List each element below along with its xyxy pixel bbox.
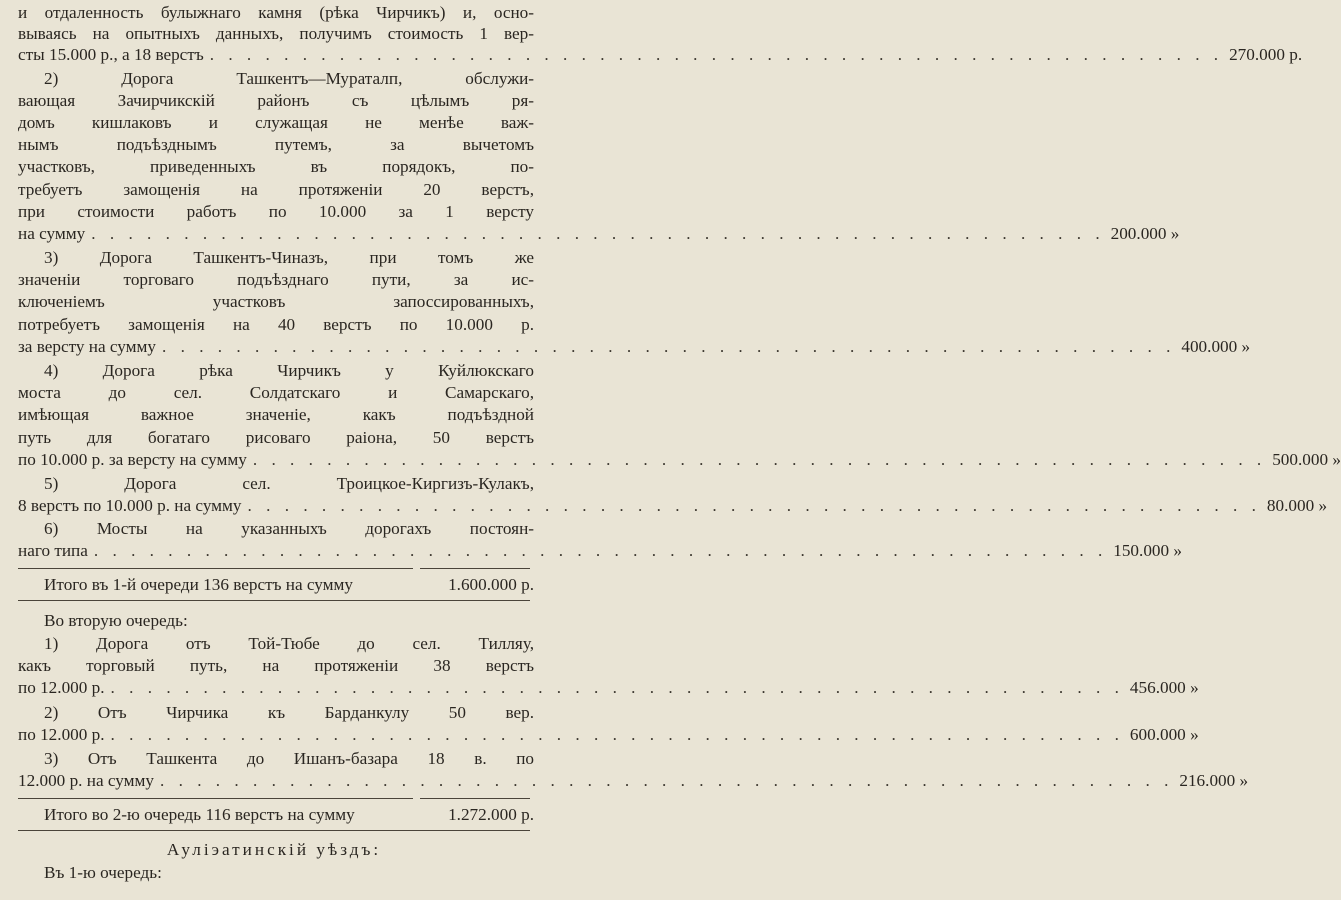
line-text: Во вторую очередь:	[44, 611, 188, 630]
text-line	[18, 2, 534, 24]
line-text: значеніи торговаго подъѣзднаго пути, за ис-	[18, 270, 534, 289]
text-line	[18, 291, 534, 313]
text-line	[18, 610, 534, 632]
line-text: Итого въ 1-й очереди 136 верстъ на сумму	[44, 575, 354, 594]
line-text: Въ 1-ю очередь:	[44, 863, 162, 882]
dot-leader	[105, 724, 1130, 746]
text-line	[18, 633, 534, 655]
text-line	[18, 23, 534, 45]
total-rule-right	[420, 568, 530, 569]
line-text: по 10.000 р. за версту на сумму	[18, 450, 247, 469]
total-rule-left	[18, 798, 413, 799]
text-line	[18, 44, 1303, 66]
text-line	[18, 655, 534, 677]
total-rule-left	[18, 568, 413, 569]
line-text: 6) Мосты на указанныхъ дорогахъ постоян-	[44, 519, 534, 538]
text-line	[18, 518, 534, 540]
dot-leader	[154, 770, 1179, 792]
line-text: и отдаленность булыжнаго камня (рѣка Чирчикъ) и, осно-	[18, 3, 534, 22]
line-text: вываясь на опытныхъ данныхъ, получимъ стоимость 1 вер-	[18, 24, 534, 43]
text-line	[18, 201, 534, 223]
line-text: 3) Дорога Ташкентъ-Чиназъ, при томъ же	[44, 248, 534, 267]
line-text: имѣющая важное значеніе, какъ подъѣздной	[18, 405, 534, 424]
text-line	[18, 677, 1199, 699]
dot-leader	[204, 44, 1229, 66]
text-line	[18, 247, 534, 269]
line-text: на сумму	[18, 224, 86, 243]
text-line	[18, 156, 534, 178]
amount-value: 1.600.000 р.	[448, 575, 534, 594]
dot-leader	[247, 449, 1272, 471]
line-text: по 12.000 р.	[18, 678, 105, 697]
total-rule-bottom	[18, 830, 530, 831]
text-line	[18, 223, 1180, 245]
text-line	[18, 404, 534, 426]
amount-value: 150.000 »	[1113, 541, 1182, 560]
amount-value: 270.000 р.	[1229, 45, 1303, 64]
text-line	[18, 804, 534, 826]
text-line	[18, 269, 534, 291]
amount-value: 216.000 »	[1179, 771, 1249, 790]
line-text: участковъ, приведенныхъ въ порядокъ, по-	[18, 157, 534, 176]
line-text: за версту на сумму	[18, 337, 156, 356]
line-text: по 12.000 р.	[18, 725, 105, 744]
total-rule-bottom	[18, 600, 530, 601]
dot-leader	[105, 677, 1130, 699]
amount-value: 1.272.000 р.	[448, 805, 534, 824]
dot-leader	[156, 336, 1181, 358]
line-text: 5) Дорога сел. Троицкое-Киргизъ-Кулакъ,	[44, 474, 534, 493]
line-text: 2) Дорога Ташкентъ—Мураталп, обслужи-	[44, 69, 534, 88]
dot-leader	[88, 540, 1113, 562]
line-text: вающая Зачирчикскій районъ съ цѣлымъ ря-	[18, 91, 534, 110]
line-text: 4) Дорога рѣка Чирчикъ у Куйлюкскаго	[44, 361, 534, 380]
amount-value: 600.000 »	[1129, 725, 1199, 744]
text-line	[18, 314, 534, 336]
dot-leader	[242, 495, 1267, 517]
text-line	[18, 179, 534, 201]
dot-leader	[85, 223, 1110, 245]
line-text: 12.000 р. на сумму	[18, 771, 154, 790]
text-line	[18, 134, 534, 156]
line-text: какъ торговый путь, на протяженіи 38 верстъ	[18, 656, 534, 675]
section-heading: Ауліэатинскій уѣздъ:	[166, 840, 382, 859]
text-line	[18, 90, 534, 112]
amount-value: 500.000 »	[1272, 450, 1341, 469]
text-line	[18, 382, 534, 404]
line-text: ключеніемъ участковъ запоссированныхъ,	[18, 292, 534, 311]
line-text: 3) Отъ Ташкента до Ишанъ-базара 18 в. по	[44, 749, 534, 768]
amount-value: 456.000 »	[1129, 678, 1199, 697]
line-text: 8 верстъ по 10.000 р. на сумму	[18, 496, 242, 515]
text-line	[18, 495, 1328, 517]
amount-value: 80.000 »	[1266, 496, 1328, 515]
text-line	[18, 68, 534, 90]
line-text: путь для богатаго рисоваго раіона, 50 верстъ	[18, 428, 534, 447]
line-text: нымъ подъѣзднымъ путемъ, за вычетомъ	[18, 135, 534, 154]
line-text: домъ кишлаковъ и служащая не менѣе важ-	[18, 113, 534, 132]
text-line	[18, 360, 534, 382]
line-text: моста до сел. Солдатскаго и Самарскаго,	[18, 383, 534, 402]
total-rule-right	[420, 798, 530, 799]
text-line	[18, 473, 534, 495]
amount-value: 400.000 »	[1181, 337, 1251, 356]
line-text: 1) Дорога отъ Той-Тюбе до сел. Тилляу,	[44, 634, 534, 653]
text-line	[18, 112, 534, 134]
text-line	[18, 540, 1182, 562]
amount-value: 200.000 »	[1110, 224, 1180, 243]
text-line	[18, 748, 534, 770]
text-line	[18, 770, 1249, 792]
text-line	[18, 336, 1251, 358]
text-line	[18, 449, 1341, 471]
line-text: требуетъ замощенія на протяженіи 20 верстъ,	[18, 180, 534, 199]
text-line	[18, 702, 534, 724]
text-line	[18, 574, 534, 596]
line-text: Итого во 2-ю очередь 116 верстъ на сумму	[44, 805, 355, 824]
text-line	[18, 427, 534, 449]
line-text: наго типа	[18, 541, 88, 560]
text-line	[18, 862, 534, 884]
line-text: потребуетъ замощенія на 40 верстъ по 10.000 р.	[18, 315, 534, 334]
line-text: 2) Отъ Чирчика къ Барданкулу 50 вер.	[44, 703, 534, 722]
line-text: сты 15.000 р., а 18 верстъ	[18, 45, 204, 64]
line-text: при стоимости работъ по 10.000 за 1 версту	[18, 202, 534, 221]
text-line	[18, 724, 1199, 746]
